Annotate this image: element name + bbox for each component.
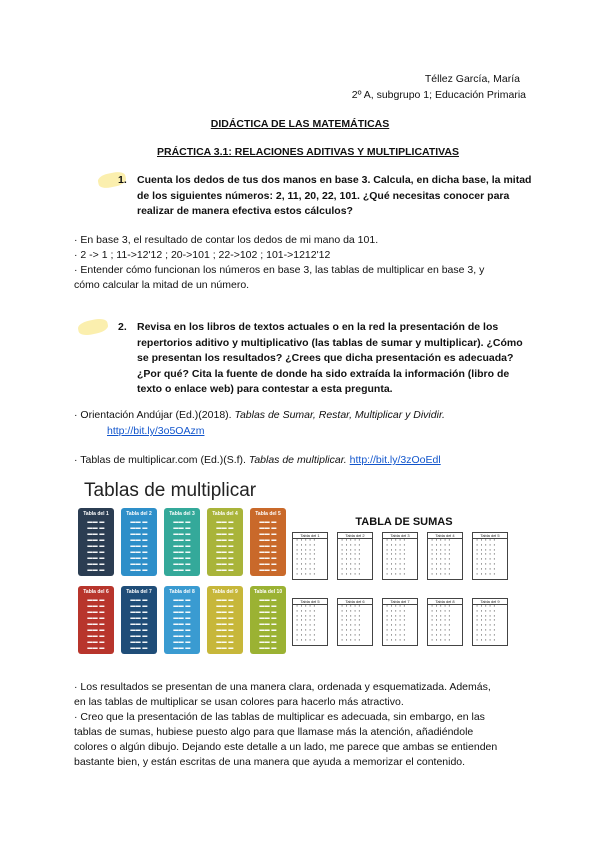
question-1-line: Cuenta los dedos de tus dos manos en base 3. Calcula, en dicha base, la mitad: [137, 174, 532, 186]
answer-2-line: colores o algún dibujo. Dejando este detalle a un lado, me parece que ambas se entienden: [74, 741, 498, 753]
sum-table-box: [292, 532, 328, 580]
document-title: DIDÁCTICA DE LAS MATEMÁTICAS: [210, 118, 390, 130]
reference-1-title: Tablas de Sumar, Restar, Multiplicar y Dividir.: [234, 409, 445, 421]
sum-table-box: [382, 532, 418, 580]
sum-table-title: Tabla del 5: [293, 599, 327, 605]
multiplication-card-title: Tabla del 4: [212, 511, 238, 517]
multiplication-card: [250, 508, 286, 576]
answer-2-line: · Los resultados se presentan de una manera clara, ordenada y esquematizada. Además,: [74, 681, 491, 693]
multiplication-card-title: Tabla del 2: [126, 511, 152, 517]
multiplication-card-rows: ▬▬ ▬ ▬▬ ▬ ▬▬ ▬ ▬▬ ▬ ▬▬ ▬ ▬▬ ▬ ▬▬ ▬ ▬▬ ▬ ▬▬ ▬: [216, 597, 234, 651]
multiplication-card-rows: ▬▬ ▬ ▬▬ ▬ ▬▬ ▬ ▬▬ ▬ ▬▬ ▬ ▬▬ ▬ ▬▬ ▬ ▬▬ ▬ ▬▬ ▬: [216, 519, 234, 573]
multiplication-card: [250, 586, 286, 654]
answer-2: [74, 680, 497, 770]
question-1-number: 1.: [118, 174, 127, 186]
multiplication-card-title: Tabla del 6: [83, 589, 109, 595]
question-2-number: 2.: [118, 321, 127, 333]
answer-2-line: · Creo que la presentación de las tablas de multiplicar es adecuada, sin embargo, en las: [74, 711, 485, 723]
author-name: Téllez García, María: [424, 73, 520, 85]
reference-1-link-line: [107, 424, 204, 439]
multiplication-card-rows: ▬▬ ▬ ▬▬ ▬ ▬▬ ▬ ▬▬ ▬ ▬▬ ▬ ▬▬ ▬ ▬▬ ▬ ▬▬ ▬ ▬▬ ▬: [130, 597, 148, 651]
sum-table-box: [292, 598, 328, 646]
multiplication-tables-image: [74, 478, 288, 662]
sum-table-title: Tabla del 8: [428, 599, 462, 605]
sum-table-box: [472, 598, 508, 646]
multiplication-card-rows: ▬▬ ▬ ▬▬ ▬ ▬▬ ▬ ▬▬ ▬ ▬▬ ▬ ▬▬ ▬ ▬▬ ▬ ▬▬ ▬ ▬▬ ▬: [259, 519, 277, 573]
reference-2: [74, 453, 441, 468]
question-2-line: texto o enlace web) para contestar a esta pregunta.: [137, 383, 393, 395]
multiplication-card: [121, 586, 157, 654]
sum-table-box: [472, 532, 508, 580]
multiplication-image-title: Tablas de multiplicar: [84, 480, 257, 501]
answer-1-line: · En base 3, el resultado de contar los dedos de mi mano da 101.: [74, 234, 379, 246]
sum-table-rows: ▪ ▪ ▪ ▪ ▪ ▪ ▪ ▪ ▪ ▪ ▪ ▪ ▪ ▪ ▪ ▪ ▪ ▪ ▪ ▪ ▪ ▪ ▪ ▪ ▪ ▪ ▪ ▪ ▪ ▪ ▪ ▪ ▪ ▪ ▪ ▪ ▪ ▪ ▪ ▪: [341, 539, 361, 577]
sum-table-rows: ▪ ▪ ▪ ▪ ▪ ▪ ▪ ▪ ▪ ▪ ▪ ▪ ▪ ▪ ▪ ▪ ▪ ▪ ▪ ▪ ▪ ▪ ▪ ▪ ▪ ▪ ▪ ▪ ▪ ▪ ▪ ▪ ▪ ▪ ▪ ▪ ▪ ▪ ▪ ▪: [386, 539, 406, 577]
highlight-mark: [77, 317, 109, 337]
sum-table-rows: ▪ ▪ ▪ ▪ ▪ ▪ ▪ ▪ ▪ ▪ ▪ ▪ ▪ ▪ ▪ ▪ ▪ ▪ ▪ ▪ ▪ ▪ ▪ ▪ ▪ ▪ ▪ ▪ ▪ ▪ ▪ ▪ ▪ ▪ ▪ ▪ ▪ ▪ ▪ ▪: [296, 605, 316, 643]
multiplication-card: [78, 508, 114, 576]
sum-table-title: Tabla del 6: [338, 599, 372, 605]
sum-table-box: [382, 598, 418, 646]
sum-image-title: TABLA DE SUMAS: [355, 516, 453, 528]
multiplication-card-rows: ▬▬ ▬ ▬▬ ▬ ▬▬ ▬ ▬▬ ▬ ▬▬ ▬ ▬▬ ▬ ▬▬ ▬ ▬▬ ▬ ▬▬ ▬: [87, 597, 105, 651]
multiplication-card-title: Tabla del 9: [212, 589, 238, 595]
sum-table-title: Tabla del 5: [473, 533, 507, 539]
multiplication-card-title: Tabla del 1: [83, 511, 109, 517]
multiplication-card: [164, 586, 200, 654]
question-1-line: de los siguientes números: 2, 11, 20, 22, 101. ¿Qué necesitas conocer para: [137, 189, 510, 202]
multiplication-card: [164, 508, 200, 576]
sum-table-rows: ▪ ▪ ▪ ▪ ▪ ▪ ▪ ▪ ▪ ▪ ▪ ▪ ▪ ▪ ▪ ▪ ▪ ▪ ▪ ▪ ▪ ▪ ▪ ▪ ▪ ▪ ▪ ▪ ▪ ▪ ▪ ▪ ▪ ▪ ▪ ▪ ▪ ▪ ▪ ▪: [386, 605, 406, 643]
sum-table-rows: ▪ ▪ ▪ ▪ ▪ ▪ ▪ ▪ ▪ ▪ ▪ ▪ ▪ ▪ ▪ ▪ ▪ ▪ ▪ ▪ ▪ ▪ ▪ ▪ ▪ ▪ ▪ ▪ ▪ ▪ ▪ ▪ ▪ ▪ ▪ ▪ ▪ ▪ ▪ ▪: [341, 605, 361, 643]
multiplication-card-rows: ▬▬ ▬ ▬▬ ▬ ▬▬ ▬ ▬▬ ▬ ▬▬ ▬ ▬▬ ▬ ▬▬ ▬ ▬▬ ▬ ▬▬ ▬: [87, 519, 105, 573]
answer-1-line: · 2 -> 1 ; 11->12'12 ; 20->101 ; 22->102 ; 101->1212'12: [74, 249, 331, 261]
sum-table-title: Tabla del 1: [293, 533, 327, 539]
sum-table-rows: ▪ ▪ ▪ ▪ ▪ ▪ ▪ ▪ ▪ ▪ ▪ ▪ ▪ ▪ ▪ ▪ ▪ ▪ ▪ ▪ ▪ ▪ ▪ ▪ ▪ ▪ ▪ ▪ ▪ ▪ ▪ ▪ ▪ ▪ ▪ ▪ ▪ ▪ ▪ ▪: [476, 539, 496, 577]
multiplication-card-rows: ▬▬ ▬ ▬▬ ▬ ▬▬ ▬ ▬▬ ▬ ▬▬ ▬ ▬▬ ▬ ▬▬ ▬ ▬▬ ▬ ▬▬ ▬: [173, 597, 191, 651]
multiplication-card-title: Tabla del 5: [255, 511, 281, 517]
reference-2-source: · Tablas de multiplicar.com (Ed.)(S.f).: [74, 454, 249, 466]
multiplication-card-rows: ▬▬ ▬ ▬▬ ▬ ▬▬ ▬ ▬▬ ▬ ▬▬ ▬ ▬▬ ▬ ▬▬ ▬ ▬▬ ▬ ▬▬ ▬: [173, 519, 191, 573]
answer-2-line: tablas de sumas, hubiese puesto algo para que llamase más la atención, añadiéndole: [74, 726, 474, 738]
sum-table-rows: ▪ ▪ ▪ ▪ ▪ ▪ ▪ ▪ ▪ ▪ ▪ ▪ ▪ ▪ ▪ ▪ ▪ ▪ ▪ ▪ ▪ ▪ ▪ ▪ ▪ ▪ ▪ ▪ ▪ ▪ ▪ ▪ ▪ ▪ ▪ ▪ ▪ ▪ ▪ ▪: [431, 539, 451, 577]
question-2-line: ¿Por qué? Cita la fuente de donde ha sido extraída la información (libro de: [137, 367, 510, 380]
answer-2-line: bastante bien, y están escritas de una manera que ayuda a memorizar el contenido.: [74, 756, 466, 768]
multiplication-card-title: Tabla del 10: [253, 589, 283, 595]
sum-table-title: Tabla del 2: [338, 533, 372, 539]
reference-1: [74, 408, 445, 423]
sum-table-rows: ▪ ▪ ▪ ▪ ▪ ▪ ▪ ▪ ▪ ▪ ▪ ▪ ▪ ▪ ▪ ▪ ▪ ▪ ▪ ▪ ▪ ▪ ▪ ▪ ▪ ▪ ▪ ▪ ▪ ▪ ▪ ▪ ▪ ▪ ▪ ▪ ▪ ▪ ▪ ▪: [431, 605, 451, 643]
multiplication-card-rows: ▬▬ ▬ ▬▬ ▬ ▬▬ ▬ ▬▬ ▬ ▬▬ ▬ ▬▬ ▬ ▬▬ ▬ ▬▬ ▬ ▬▬ ▬: [259, 597, 277, 651]
sum-table-title: Tabla del 7: [383, 599, 417, 605]
sum-tables-image: [290, 510, 518, 660]
question-2-line: repertorios aditivo y multiplicativo (las tablas de sumar y multiplicar). ¿Cómo: [137, 336, 523, 349]
question-1: [137, 173, 531, 220]
question-2-line: se presentan los resultados? ¿Crees que dicha presentación es adecuada?: [137, 352, 514, 364]
question-1-line: realizar de manera efectiva estos cálculos?: [137, 205, 353, 217]
multiplication-card: [121, 508, 157, 576]
question-2: [137, 320, 523, 398]
sum-table-box: [427, 598, 463, 646]
sum-table-rows: ▪ ▪ ▪ ▪ ▪ ▪ ▪ ▪ ▪ ▪ ▪ ▪ ▪ ▪ ▪ ▪ ▪ ▪ ▪ ▪ ▪ ▪ ▪ ▪ ▪ ▪ ▪ ▪ ▪ ▪ ▪ ▪ ▪ ▪ ▪ ▪ ▪ ▪ ▪ ▪: [476, 605, 496, 643]
sum-table-box: [337, 532, 373, 580]
sum-table-title: Tabla del 9: [473, 599, 507, 605]
multiplication-card-title: Tabla del 3: [169, 511, 195, 517]
reference-1-source: · Orientación Andújar (Ed.)(2018).: [74, 409, 235, 421]
multiplication-card: [207, 508, 243, 576]
multiplication-card-title: Tabla del 7: [126, 589, 152, 595]
sum-table-box: [427, 532, 463, 580]
multiplication-card-rows: ▬▬ ▬ ▬▬ ▬ ▬▬ ▬ ▬▬ ▬ ▬▬ ▬ ▬▬ ▬ ▬▬ ▬ ▬▬ ▬ ▬▬ ▬: [130, 519, 148, 573]
multiplication-card: [207, 586, 243, 654]
multiplication-card: [78, 586, 114, 654]
sum-table-box: [337, 598, 373, 646]
answer-1-line: · Entender cómo funcionan los números en base 3, las tablas de multiplicar en base 3, y: [74, 264, 485, 276]
sum-table-title: Tabla del 3: [383, 533, 417, 539]
reference-2-title: Tablas de multiplicar.: [248, 454, 347, 466]
answer-2-line: en las tablas de multiplicar se usan colores para hacerlo más atractivo.: [74, 696, 404, 708]
reference-1-link[interactable]: http://bit.ly/3o5OAzm: [107, 425, 205, 437]
group-info: 2º A, subgrupo 1; Educación Primaria: [351, 89, 526, 101]
practice-subtitle: PRÁCTICA 3.1: RELACIONES ADITIVAS Y MULTIPLICATIVAS: [157, 146, 459, 158]
sum-table-rows: ▪ ▪ ▪ ▪ ▪ ▪ ▪ ▪ ▪ ▪ ▪ ▪ ▪ ▪ ▪ ▪ ▪ ▪ ▪ ▪ ▪ ▪ ▪ ▪ ▪ ▪ ▪ ▪ ▪ ▪ ▪ ▪ ▪ ▪ ▪ ▪ ▪ ▪ ▪ ▪: [296, 539, 316, 577]
answer-1-line: cómo calcular la mitad de un número.: [74, 279, 250, 291]
multiplication-card-title: Tabla del 8: [169, 589, 195, 595]
answer-1: [74, 233, 484, 293]
reference-2-link[interactable]: http://bit.ly/3zOoEdl: [349, 454, 441, 466]
question-2-line: Revisa en los libros de textos actuales o en la red la presentación de los: [137, 321, 499, 333]
sum-table-title: Tabla del 4: [428, 533, 462, 539]
